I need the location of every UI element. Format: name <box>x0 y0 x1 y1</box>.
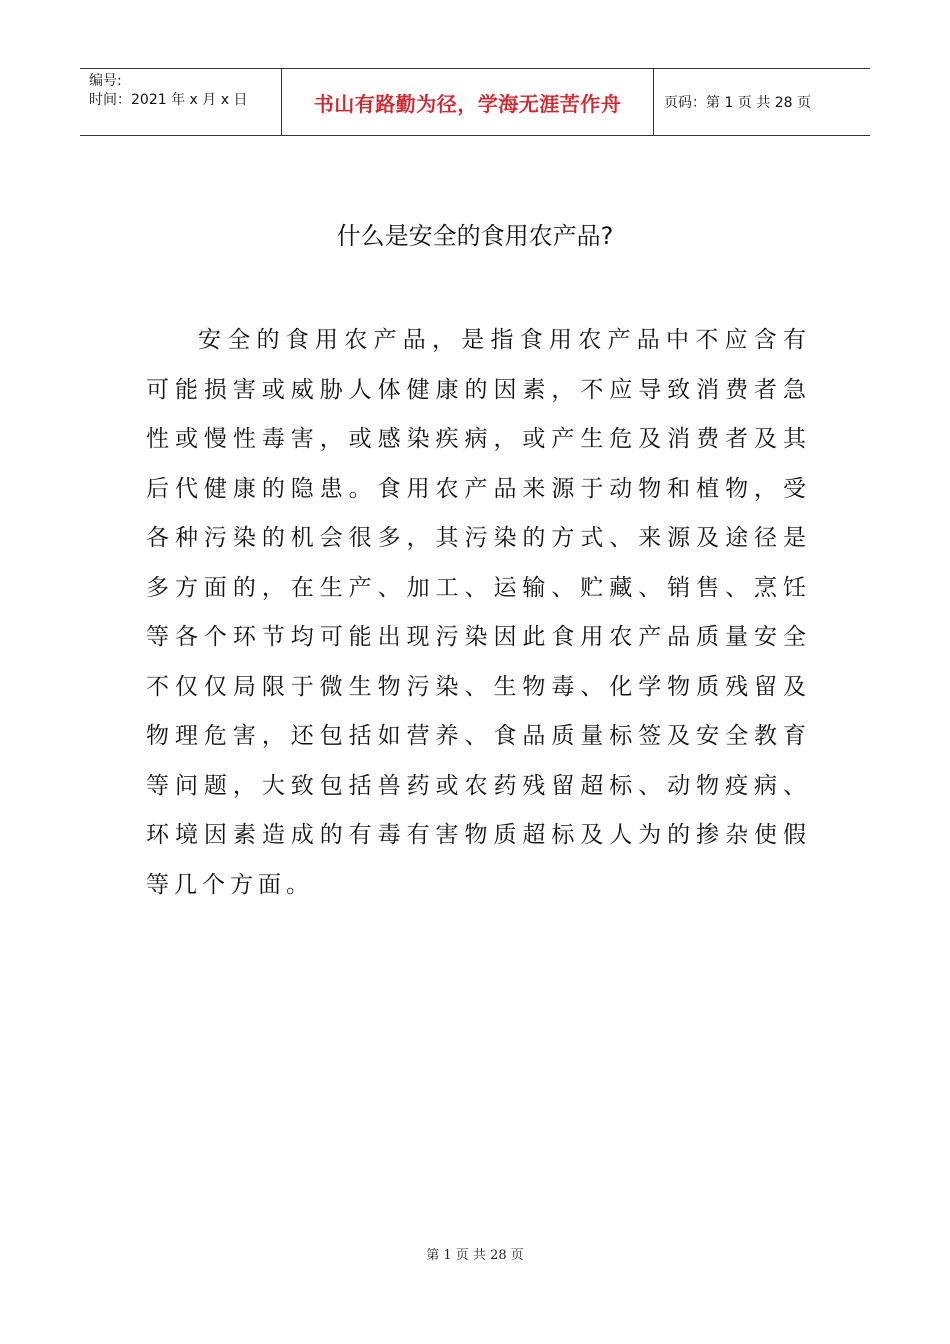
document-number-label: 编号: <box>89 73 122 89</box>
page-footer: 第 1 页 共 28 页 <box>426 1248 524 1263</box>
document-date: 时间：2021 年 x 月 x 日 <box>89 92 248 108</box>
document-title: 什么是安全的食用农产品? <box>336 222 614 250</box>
document-header <box>80 68 870 136</box>
header-page-info: 页码：第 1 页 共 28 页 <box>664 95 811 111</box>
body-paragraph: 安全的食用农产品，是指食用农产品中不应含有可能损害或威胁人体健康的因素，不应导致消费者急性或慢性毒害，或感染疾病，或产生危及消费者及其后代健康的隐患。食用农产品来源于动物和植物，受各种污染的机会很多，其污染的方式、来源及途径是多方面的，在生产、加工、运输、贮藏、销售、烹饪等各个环节均可能出现污染因此食用农产品质量安全不仅仅局限于微生物污染、生物毒、化学物质残留及物理危害，还包括如营养、食品质量标签及安全教育等问题，大致包括兽药或农药残留超标、动物疫病、环境因素造成的有毒有害物质超标及人为的掺杂使假等几个方面。 <box>146 327 811 898</box>
header-meta <box>80 69 282 135</box>
header-motto: 书山有路勤为径，学海无涯苦作舟 <box>282 69 654 135</box>
